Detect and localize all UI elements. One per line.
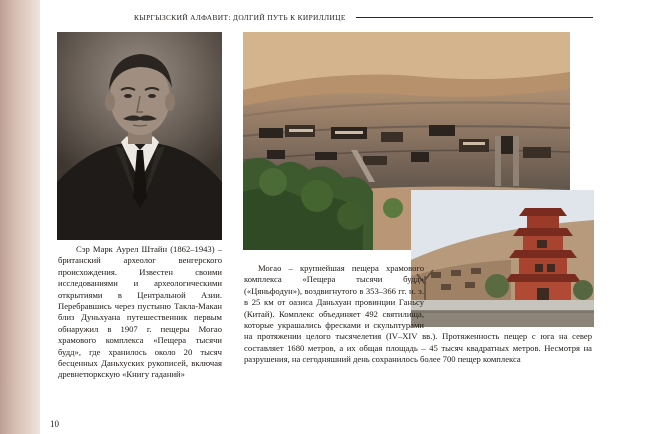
- book-binding-shadow: [0, 0, 40, 434]
- header-rule: [356, 17, 593, 18]
- running-header: КЫРГЫЗСКИЙ АЛФАВИТ: ДОЛГИЙ ПУТЬ К КИРИЛЛИЦЕ: [134, 13, 346, 22]
- main-paragraph-text: Могао – крупнейшая пещера храмового комплекса «Пещера тысячи будд» («Цяньфодун»), воздвигнутого в 353–366 гг. н. э. в 25 км от оазиса Даньхуан провинции Ганьсу (Китай). Комплекс объединяет 492 святилища, которые украшались фресками и скульптурами на протяжении целого тысячелетия (IV–XIV вв.). Протяженность пещер с юга на север составляет 1680 метров, а их общая площадь – 45 тысяч квадратных метров. Несмотря на разрушения, на сегодняшний день сохранилось более 700 пещер комплекса: [244, 263, 592, 365]
- text-wrap-spacer: [424, 263, 592, 328]
- portrait-photo: [57, 32, 222, 240]
- portrait-caption: Сэр Марк Аурел Штайн (1862–1943) – британский археолог венгерского происхождения. Известен своими исследованиями и археологическими открытиями в Центральной Азии. Перебравшись через пустыню Такла-Макан близ Дуньхуана путешественник первым обнаружил в 1907 г. пещеры Могао храмового комплекса «Пещера тысячи будд», где хранилось около 20 тысяч бесценных Даньхуских рукописей, включая древнетюркскую «Книгу гаданий»: [58, 244, 222, 380]
- main-paragraph: [244, 263, 592, 366]
- page-number: 10: [50, 419, 59, 429]
